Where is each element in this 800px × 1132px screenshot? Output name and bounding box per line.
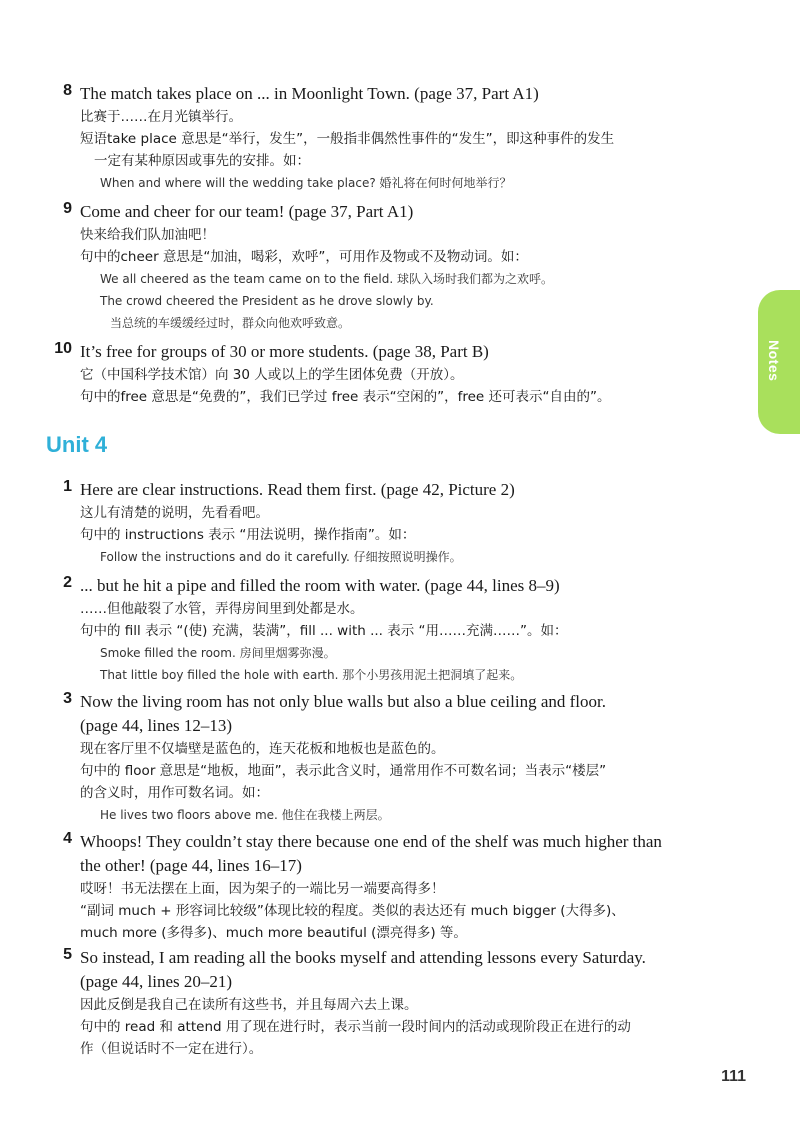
note-english: It’s free for groups of 30 or more students. (page 38, Part B) xyxy=(80,342,489,361)
note-explanation: 一定有某种原因或事先的安排。如： xyxy=(94,153,310,169)
note-english: Now the living room has not only blue walls but also a blue ceiling and floor. xyxy=(80,692,606,711)
note-number: 2 xyxy=(63,574,72,591)
note-translation: 因此反倒是我自己在读所有这些书，并且每周六去上课。 xyxy=(80,997,418,1013)
note-example: Follow the instructions and do it carefully. 仔细按照说明操作。 xyxy=(100,550,462,564)
note-explanation: 句中的 read 和 attend 用了现在进行时，表示当前一段时间内的活动或现阶段正在进行的动 xyxy=(80,1019,631,1035)
unit-title: Unit 4 xyxy=(46,432,108,457)
note-explanation: 句中的 floor 意思是“地板，地面”，表示此含义时，通常用作不可数名词；当表示“楼层” xyxy=(80,763,607,779)
note-english: the other! (page 44, lines 16–17) xyxy=(80,856,302,875)
note-translation: 哎呀！书无法摆在上面，因为架子的一端比另一端要高得多！ xyxy=(80,881,445,897)
note-example: He lives two floors above me. 他住在我楼上两层。 xyxy=(100,808,390,822)
note-explanation: 句中的 fill 表示 “(使) 充满，装满”，fill ... with ... 表示 “用……充满……”。如： xyxy=(80,623,568,639)
note-example: The crowd cheered the President as he drove slowly by. xyxy=(100,294,434,308)
note-explanation: much more (多得多)、much more beautiful (漂亮得多) 等。 xyxy=(80,925,467,941)
note-explanation: “副词 much + 形容词比较级”体现比较的程度。类似的表达还有 much bigger (大得多)、 xyxy=(80,903,625,919)
note-item-u4-3 xyxy=(46,690,746,826)
note-number: 5 xyxy=(63,946,72,963)
note-english: So instead, I am reading all the books myself and attending lessons every Saturday. xyxy=(80,948,646,967)
note-item-u4-2 xyxy=(46,574,746,686)
note-english: Here are clear instructions. Read them first. (page 42, Picture 2) xyxy=(80,480,515,499)
note-translation: 快来给我们队加油吧！ xyxy=(80,227,215,243)
note-english: Whoops! They couldn’t stay there because one end of the shelf was much higher than xyxy=(80,832,662,851)
note-example: Smoke filled the room. 房间里烟雾弥漫。 xyxy=(100,646,336,660)
note-explanation: 句中的cheer 意思是“加油，喝彩，欢呼”，可用作及物或不及物动词。如： xyxy=(80,249,528,265)
note-number: 10 xyxy=(54,340,72,357)
note-item-9 xyxy=(46,200,746,334)
note-number: 9 xyxy=(63,200,72,217)
note-explanation: 句中的free 意思是“免费的”，我们已学过 free 表示“空闲的”，free 还可表示“自由的”。 xyxy=(80,389,611,405)
note-item-10 xyxy=(46,340,746,408)
note-example: When and where will the wedding take place? 婚礼将在何时何地举行？ xyxy=(100,176,512,190)
note-translation: 它（中国科学技术馆）向 30 人或以上的学生团体免费（开放）。 xyxy=(80,367,464,383)
note-number: 1 xyxy=(63,478,72,495)
note-number: 8 xyxy=(63,82,72,99)
note-explanation: 句中的 instructions 表示 “用法说明，操作指南”。如： xyxy=(80,527,416,543)
note-english: ... but he hit a pipe and filled the room with water. (page 44, lines 8–9) xyxy=(80,576,560,595)
note-number: 3 xyxy=(63,690,72,707)
note-explanation: 的含义时，用作可数名词。如： xyxy=(80,785,269,801)
note-explanation: 作（但说话时不一定在进行）。 xyxy=(80,1041,263,1057)
note-english: (page 44, lines 20–21) xyxy=(80,972,233,991)
note-translation: 现在客厅里不仅墙壁是蓝色的，连天花板和地板也是蓝色的。 xyxy=(80,741,445,757)
note-item-u4-5 xyxy=(46,946,746,1060)
note-explanation: 短语take place 意思是“举行，发生”，一般指非偶然性事件的“发生”，即这种事件的发生 xyxy=(80,131,615,147)
note-translation: ……但他敲裂了水管，弄得房间里到处都是水。 xyxy=(80,601,364,617)
page-number: 111 xyxy=(721,1068,746,1085)
note-translation: 这儿有清楚的说明，先看看吧。 xyxy=(80,505,269,521)
note-example: We all cheered as the team came on to the field. 球队入场时我们都为之欢呼。 xyxy=(100,272,554,286)
note-number: 4 xyxy=(63,830,72,847)
note-english: Come and cheer for our team! (page 37, Part A1) xyxy=(80,202,414,221)
note-item-8 xyxy=(46,82,746,194)
notes-side-tab xyxy=(758,290,800,434)
note-translation: 比赛于……在月光镇举行。 xyxy=(80,109,242,125)
note-example: 当总统的车缓缓经过时，群众向他欢呼致意。 xyxy=(110,316,351,330)
note-example: That little boy filled the hole with earth. 那个小男孩用泥土把洞填了起来。 xyxy=(100,668,523,682)
note-english: (page 44, lines 12–13) xyxy=(80,716,233,735)
note-english: The match takes place on ... in Moonlight Town. (page 37, Part A1) xyxy=(80,84,539,103)
notes-tab-label: Notes xyxy=(766,340,782,382)
note-item-u4-1 xyxy=(46,478,746,568)
note-item-u4-4 xyxy=(46,830,746,944)
